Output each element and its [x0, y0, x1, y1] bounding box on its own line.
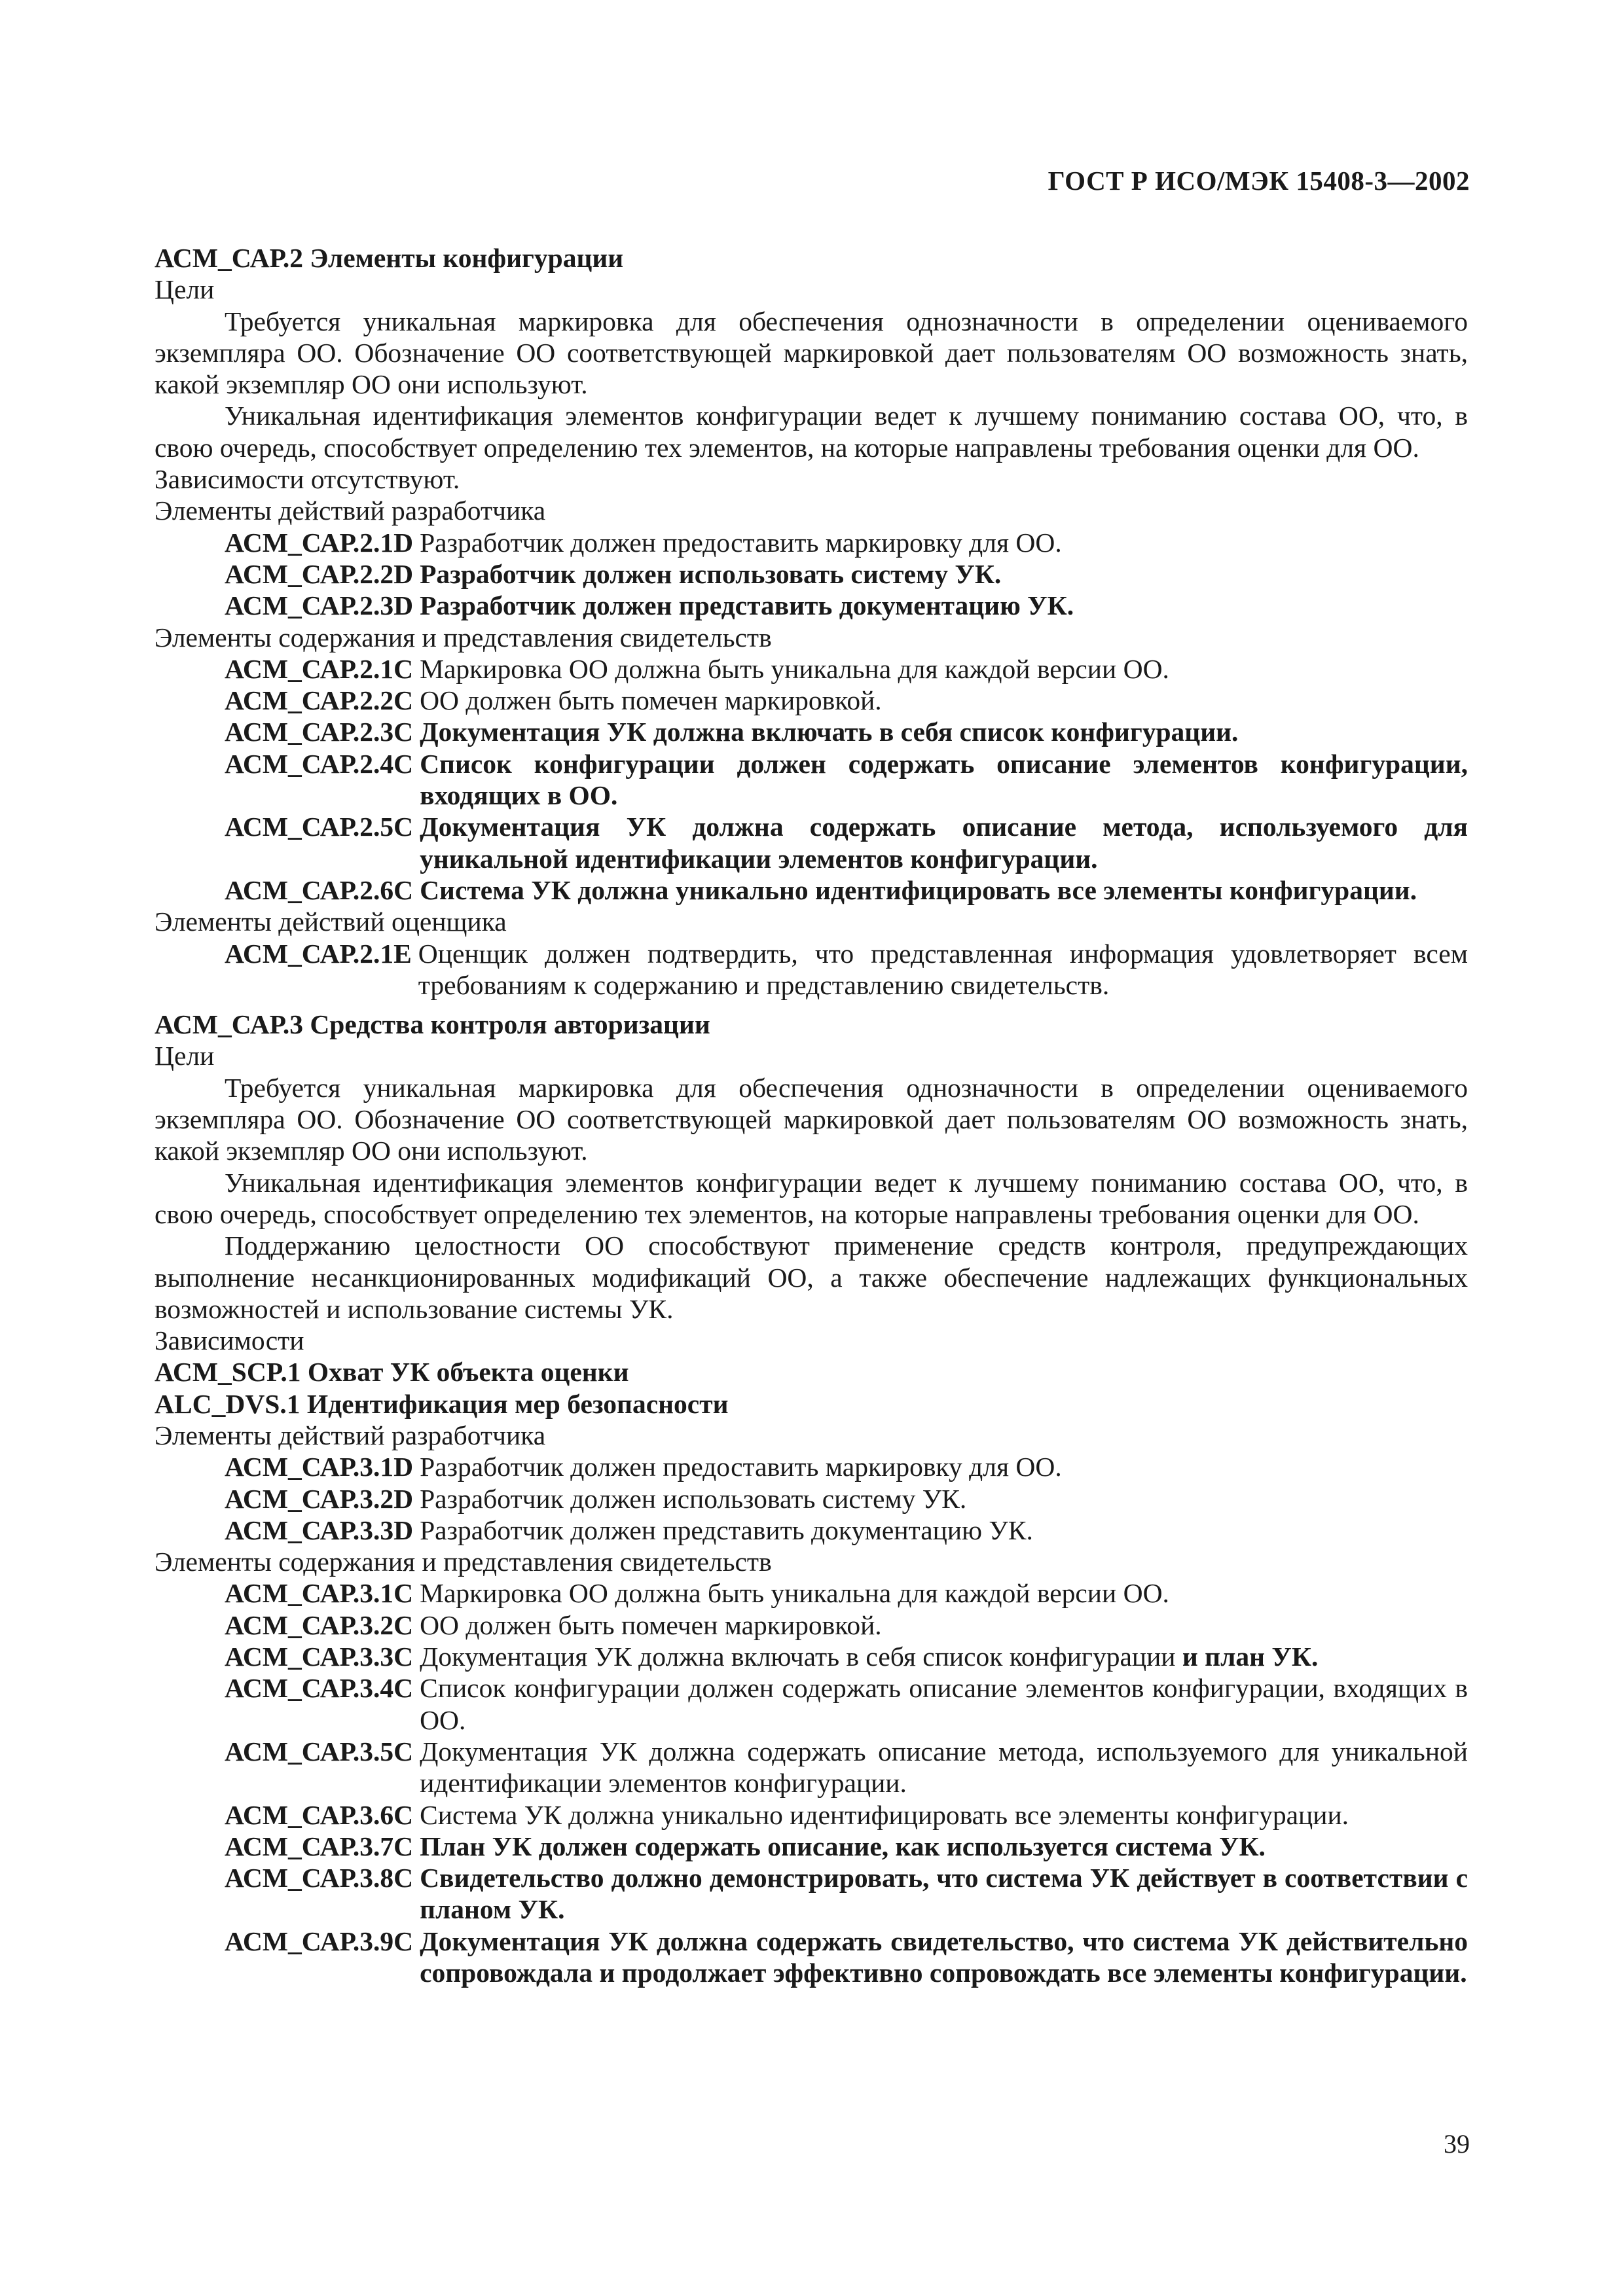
- section-heading-cap2: АСМ_САР.2 Элементы конфигурации: [155, 243, 624, 273]
- page-number: 39: [1444, 2129, 1470, 2159]
- requirement-text: Список конфигурации должен содержать описание элементов конфигурации, входящих в ОО.: [420, 748, 1468, 811]
- requirement-code: АСМ_САР.3.3С: [225, 1641, 414, 1672]
- requirement-text: Система УК должна уникально идентифицировать все элементы конфигурации.: [420, 1799, 1349, 1830]
- requirement-text: Разработчик должен представить документацию УК.: [420, 1515, 1033, 1545]
- goals-label: Цели: [155, 274, 215, 305]
- requirement-code: АСМ_САР.3.3D: [225, 1515, 414, 1545]
- requirement-text: Список конфигурации должен содержать описание элементов конфигурации, входящих в ОО.: [420, 1673, 1468, 1735]
- requirement-item: [225, 527, 1468, 558]
- requirement-text: План УК должен содержать описание, как используется система УК.: [420, 1831, 1266, 1861]
- requirement-item: [225, 1515, 1468, 1546]
- requirement-item: [225, 1736, 1468, 1799]
- requirement-text: [420, 1641, 1468, 1672]
- requirement-code: АСМ_САР.2.3D: [225, 590, 414, 621]
- requirement-code: АСМ_САР.2.1Е: [225, 938, 412, 969]
- goals-label: Цели: [155, 1041, 215, 1071]
- requirement-item: [225, 558, 1468, 590]
- dependencies-label: Зависимости: [155, 1325, 304, 1356]
- requirement-text: Документация УК должна содержать описание метода, используемого для уникальной идентификации элементов конфигурации.: [420, 812, 1468, 874]
- requirement-item: [225, 1451, 1468, 1482]
- requirement-code: АСМ_САР.2.6С: [225, 874, 414, 905]
- requirement-text: ОО должен быть помечен маркировкой.: [420, 1609, 882, 1640]
- document-header: ГОСТ Р ИСО/МЭК 15408-3—2002: [1048, 166, 1470, 196]
- requirement-item: [225, 590, 1468, 621]
- paragraph: Уникальная идентификация элементов конфигурации ведет к лучшему пониманию состава ОО, что, в свою очередь, способствует определению тех элементов, на которые направлены требования оценки для ОО.: [155, 401, 1468, 463]
- requirement-item: [225, 1577, 1468, 1609]
- requirement-item: [225, 811, 1468, 874]
- requirement-code: АСМ_САР.3.1D: [225, 1452, 414, 1482]
- evidence-elements-label: Элементы содержания и представления свидетельств: [155, 1547, 772, 1577]
- requirement-text: Разработчик должен предоставить маркировку для ОО.: [420, 527, 1062, 558]
- requirement-item: [225, 1672, 1468, 1736]
- requirement-text: ОО должен быть помечен маркировкой.: [420, 685, 882, 716]
- requirement-text: Система УК должна уникально идентифицировать все элементы конфигурации.: [420, 874, 1417, 905]
- requirement-text: Разработчик должен использовать систему УК.: [420, 1483, 967, 1514]
- evidence-elements-label: Элементы содержания и представления свидетельств: [155, 622, 772, 653]
- evaluator-actions-label: Элементы действий оценщика: [155, 906, 507, 937]
- paragraph: Требуется уникальная маркировка для обеспечения однозначности в определении оцениваемого экземпляра ОО. Обозначение ОО соответствующей маркировкой дает пользователям ОО возможность знать, какой экземпляр ОО они используют.: [155, 1072, 1468, 1166]
- requirement-text-regular: Документация УК должна включать в себя список конфигурации: [420, 1641, 1176, 1672]
- requirement-code: АСМ_САР.2.3С: [225, 717, 414, 747]
- requirement-code: АСМ_САР.2.1D: [225, 527, 414, 558]
- requirement-text: Разработчик должен использовать систему УК.: [420, 558, 1002, 589]
- requirement-item: [225, 748, 1468, 812]
- developer-actions-label: Элементы действий разработчика: [155, 1420, 546, 1450]
- requirement-item: [225, 874, 1468, 906]
- requirement-item: [225, 1799, 1468, 1831]
- requirement-code: АСМ_САР.3.6С: [225, 1799, 414, 1830]
- requirement-item: [225, 1926, 1468, 1989]
- paragraph: Поддержанию целостности ОО способствуют применение средств контроля, предупреждающих выполнение несанкционированных модификаций ОО, а также обеспечение надлежащих функциональных возможностей и использование системы УК.: [155, 1230, 1468, 1324]
- requirement-code: АСМ_САР.2.5С: [225, 812, 414, 842]
- requirement-text: Свидетельство должно демонстрировать, что система УК действует в соответствии с планом УК.: [420, 1863, 1468, 1925]
- requirement-code: АСМ_САР.3.2D: [225, 1483, 414, 1514]
- dependency-item: ALC_DVS.1 Идентификация мер безопасности: [155, 1388, 729, 1419]
- requirement-code: АСМ_САР.2.1С: [225, 653, 414, 684]
- section-heading-cap3: АСМ_САР.3 Средства контроля авторизации: [155, 1009, 710, 1040]
- requirement-code: АСМ_САР.3.5С: [225, 1736, 414, 1767]
- dependencies-label: Зависимости отсутствуют.: [155, 464, 460, 495]
- requirement-text: Маркировка ОО должна быть уникальна для каждой версии ОО.: [420, 1578, 1169, 1609]
- requirement-code: АСМ_САР.2.4С: [225, 748, 414, 779]
- requirement-text: Разработчик должен представить документацию УК.: [420, 590, 1074, 621]
- dependency-item: АСМ_SCP.1 Охват УК объекта оценки: [155, 1357, 629, 1388]
- page-body: [155, 242, 1468, 1988]
- requirement-text: Оценщик должен подтвердить, что представленная информация удовлетворяет всем требованиям к содержанию и представлению свидетельств.: [418, 938, 1468, 1000]
- requirement-item: [225, 653, 1468, 685]
- requirement-text: Документация УК должна содержать описание метода, используемого для уникальной идентификации элементов конфигурации.: [420, 1736, 1468, 1799]
- requirement-code: АСМ_САР.2.2D: [225, 558, 414, 589]
- requirement-code: АСМ_САР.3.4С: [225, 1673, 414, 1704]
- requirement-text-bold: и план УК.: [1175, 1641, 1319, 1672]
- paragraph: Уникальная идентификация элементов конфигурации ведет к лучшему пониманию состава ОО, что, в свою очередь, способствует определению тех элементов, на которые направлены требования оценки для ОО.: [155, 1167, 1468, 1229]
- requirement-item: [225, 685, 1468, 716]
- requirement-code: АСМ_САР.3.7С: [225, 1831, 414, 1861]
- requirement-item: [225, 1831, 1468, 1862]
- requirement-item: [225, 1862, 1468, 1926]
- developer-actions-label: Элементы действий разработчика: [155, 495, 546, 526]
- requirement-code: АСМ_САР.3.9С: [225, 1926, 414, 1956]
- requirement-item: [225, 938, 1468, 1001]
- requirement-code: АСМ_САР.3.8С: [225, 1863, 414, 1893]
- requirement-item: [225, 1483, 1468, 1515]
- requirement-item: [225, 1641, 1468, 1672]
- requirement-item: [225, 716, 1468, 747]
- paragraph: Требуется уникальная маркировка для обеспечения однозначности в определении оцениваемого экземпляра ОО. Обозначение ОО соответствующей маркировкой дает пользователям ОО возможность знать, какой экземпляр ОО они используют.: [155, 306, 1468, 400]
- requirement-text: Разработчик должен предоставить маркировку для ОО.: [420, 1452, 1062, 1482]
- requirement-item: [225, 1609, 1468, 1641]
- requirement-text: Документация УК должна содержать свидетельство, что система УК действительно сопровождала и продолжает эффективно сопровождать все элементы конфигурации.: [420, 1926, 1468, 1988]
- requirement-code: АСМ_САР.3.2С: [225, 1609, 414, 1640]
- requirement-code: АСМ_САР.2.2С: [225, 685, 414, 716]
- requirement-code: АСМ_САР.3.1С: [225, 1578, 414, 1609]
- requirement-text: Документация УК должна включать в себя список конфигурации.: [420, 717, 1239, 747]
- requirement-text: Маркировка ОО должна быть уникальна для каждой версии ОО.: [420, 653, 1169, 684]
